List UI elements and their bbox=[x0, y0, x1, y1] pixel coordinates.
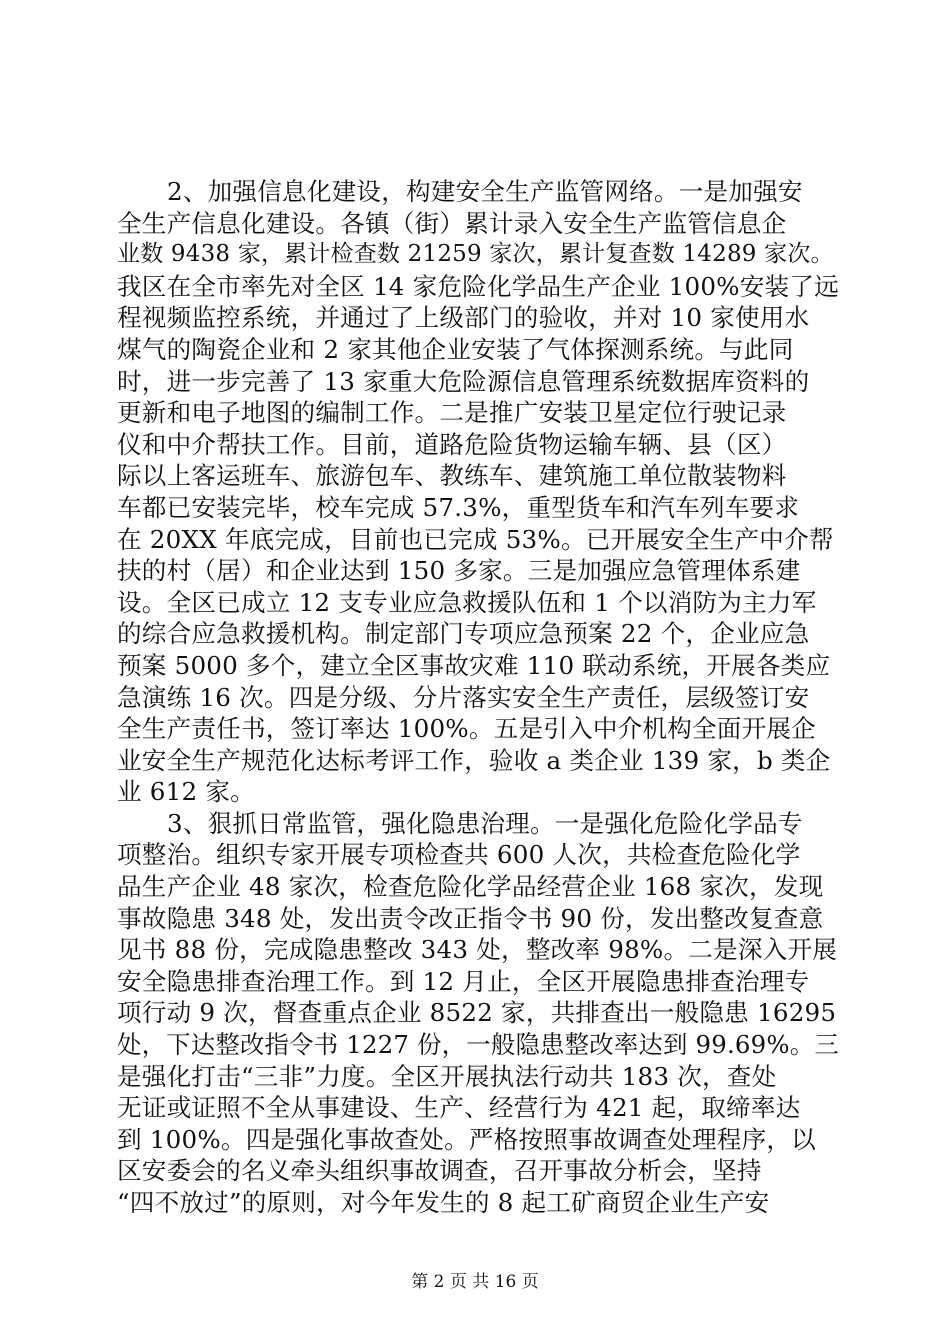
text-line: 安全隐患排查治理工作。到 12 月止，全区开展隐患排查治理专 bbox=[117, 966, 810, 996]
text-line: 无证或证照不全从事建设、生产、经营行为 421 起，取缔率达 bbox=[117, 1093, 801, 1123]
text-line: 到 100%。四是强化事故查处。严格按照事故调查处理程序，以 bbox=[117, 1124, 816, 1154]
text-line: 预案 5000 多个，建立全区事故灾难 110 联动系统，开展各类应 bbox=[117, 650, 831, 680]
text-line: 设。全区已成立 12 支专业应急救援队伍和 1 个以消防为主力军 bbox=[117, 587, 817, 617]
text-line: 事故隐患 348 处，发出责令改正指令书 90 份，发出整改复查意 bbox=[117, 903, 824, 933]
text-line: 项整治。组织专家开展专项检查共 600 人次，共检查危险化学 bbox=[117, 840, 801, 870]
text-line: 在 20XX 年底完成，目前也已完成 53%。已开展安全生产中介帮 bbox=[117, 524, 834, 554]
page-number-footer: 第 2 页 共 16 页 bbox=[411, 1272, 539, 1292]
text-line: 品生产企业 48 家次，检查危险化学品经营企业 168 家次，发现 bbox=[117, 872, 824, 902]
text-line: 见书 88 份，完成隐患整改 343 处，整改率 98%。二是深入开展 bbox=[117, 935, 838, 965]
text-line: “四不放过”的原则，对今年发生的 8 起工矿商贸企业生产安 bbox=[117, 1188, 770, 1217]
text-line: 业 612 家。 bbox=[117, 777, 255, 807]
text-line: 是强化打击“三非”力度。全区开展执法行动共 183 次，查处 bbox=[117, 1061, 777, 1091]
text-line: 煤气的陶瓷企业和 2 家其他企业安装了气体探测系统。与此同 bbox=[117, 334, 794, 364]
text-line: 车都已安装完毕，校车完成 57.3%，重型货车和汽车列车要求 bbox=[117, 492, 800, 522]
text-line: 际以上客运班车、旅游包车、教练车、建筑施工单位散装物料 bbox=[117, 461, 787, 491]
text-line: 处，下达整改指令书 1227 份，一般隐患整改率达到 99.69%。三 bbox=[117, 1030, 839, 1060]
text-line: 的综合应急救援机构。制定部门专项应急预案 22 个，企业应急 bbox=[117, 619, 810, 649]
text-line: 我区在全市率先对全区 14 家危险化学品生产企业 100%安装了远 bbox=[117, 271, 839, 301]
text-line: 业数 9438 家，累计检查数 21259 家次，累计复查数 14289 家次。 bbox=[117, 241, 834, 268]
text-line: 更新和电子地图的编制工作。二是推广安装卫星定位行驶记录 bbox=[117, 398, 787, 428]
text-line: 程视频监控系统，并通过了上级部门的验收，并对 10 家使用水 bbox=[117, 303, 810, 333]
text-line: 3、狠抓日常监管，强化隐患治理。一是强化危险化学品专 bbox=[167, 808, 803, 838]
text-line: 业安全生产规范化达标考评工作，验收 a 类企业 139 家，b 类企 bbox=[117, 745, 831, 775]
text-line: 仪和中介帮扶工作。目前，道路危险货物运输车辆、县（区） bbox=[117, 429, 787, 459]
text-line: 2、加强信息化建设，构建安全生产监管网络。一是加强安 bbox=[167, 177, 803, 206]
text-line: 全生产责任书，签订率达 100%。五是引入中介机构全面开展企 bbox=[117, 714, 816, 744]
text-line: 扶的村（居）和企业达到 150 多家。三是加强应急管理体系建 bbox=[117, 556, 801, 586]
document-body bbox=[117, 176, 839, 1219]
text-line: 全生产信息化建设。各镇（街）累计录入安全生产监管信息企 bbox=[117, 208, 787, 238]
text-line: 区安委会的名义牵头组织事故调查，召开事故分析会，坚持 bbox=[117, 1156, 762, 1186]
text-line: 时，进一步完善了 13 家重大危险源信息管理系统数据库资料的 bbox=[117, 366, 810, 396]
text-line: 急演练 16 次。四是分级、分片落实安全生产责任，层级签订安 bbox=[117, 682, 810, 712]
text-line: 项行动 9 次，督查重点企业 8522 家，共排查出一般隐患 16295 bbox=[117, 998, 837, 1028]
